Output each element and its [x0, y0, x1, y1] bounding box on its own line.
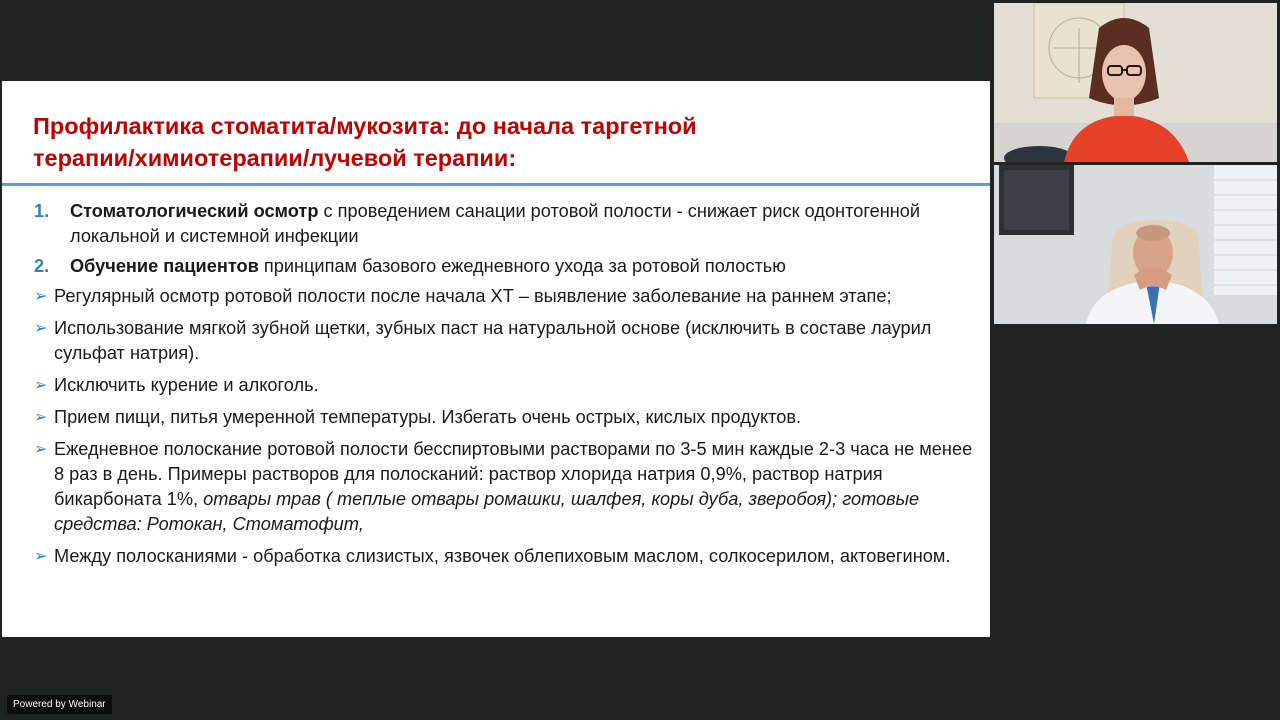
item-text: с проведением санации ротовой полости - снижает риск одонтогенной локальной и системной инфекции — [70, 201, 921, 246]
item-number: 1. — [34, 201, 50, 221]
slide-title-line-1: Профилактика стоматита/мукозита: до начала таргетной — [33, 113, 697, 139]
arrow-bullet-icon: ➢ — [34, 548, 48, 565]
item-number: 2. — [34, 256, 50, 276]
item-bold-text: Стоматологический осмотр — [70, 201, 319, 221]
numbered-item-2 — [34, 254, 984, 279]
participant-video-feed — [994, 165, 1277, 324]
title-divider — [2, 183, 990, 186]
bullet-item-6 — [34, 544, 984, 569]
bullet-text: Ежедневное полоскание ротовой полости бесспиртовыми растворами по 3-5 мин каждые 2-3 часа не менее 8 раз в день. Примеры растворов для полосканий: раствор хлорида натрия 0,9%, раствор натрия бикарбоната 1%, — [54, 439, 973, 509]
bullet-italic-text: отвары трав ( теплые отвары ромашки, шалфея, коры дуба, зверобоя); готовые средства: Ротокан, Стоматофит, — [54, 489, 920, 534]
numbered-item-1 — [34, 199, 984, 249]
bullet-item-1 — [34, 284, 984, 309]
slide-title-line-2: терапии/химиотерапии/лучевой терапии: — [33, 145, 517, 171]
powered-by-badge[interactable]: Powered by Webinar — [7, 695, 112, 714]
arrow-bullet-icon: ➢ — [34, 377, 48, 394]
arrow-bullet-icon: ➢ — [34, 288, 48, 305]
participant-video-1[interactable] — [994, 3, 1277, 162]
bullet-text: Между полосканиями - обработка слизистых, язвочек облепиховым маслом, солкосерилом, актовегином. — [54, 546, 951, 566]
bullet-item-2 — [34, 316, 984, 366]
presentation-slide — [2, 81, 990, 637]
bullet-item-4 — [34, 405, 984, 430]
slide-title — [33, 110, 933, 174]
bullet-text: Исключить курение и алкоголь. — [54, 375, 319, 395]
bullet-text: Регулярный осмотр ротовой полости после начала ХТ – выявление заболевание на раннем этапе; — [54, 286, 892, 306]
item-bold-text: Обучение пациентов — [70, 256, 259, 276]
item-text: принципам базового ежедневного ухода за ротовой полостью — [258, 256, 786, 276]
bullet-text: Использование мягкой зубной щетки, зубных паст на натуральной основе (исключить в составе лаурил сульфат натрия). — [54, 318, 932, 363]
participant-video-feed — [994, 3, 1277, 162]
bullet-text: Прием пищи, питья умеренной температуры. Избегать очень острых, кислых продуктов. — [54, 407, 802, 427]
arrow-bullet-icon: ➢ — [34, 320, 48, 337]
participant-video-2[interactable] — [994, 165, 1277, 324]
bullet-item-3 — [34, 373, 984, 398]
slide-content — [34, 199, 984, 576]
bullet-item-5 — [34, 437, 984, 537]
arrow-bullet-icon: ➢ — [34, 409, 48, 426]
arrow-bullet-icon: ➢ — [34, 441, 48, 458]
